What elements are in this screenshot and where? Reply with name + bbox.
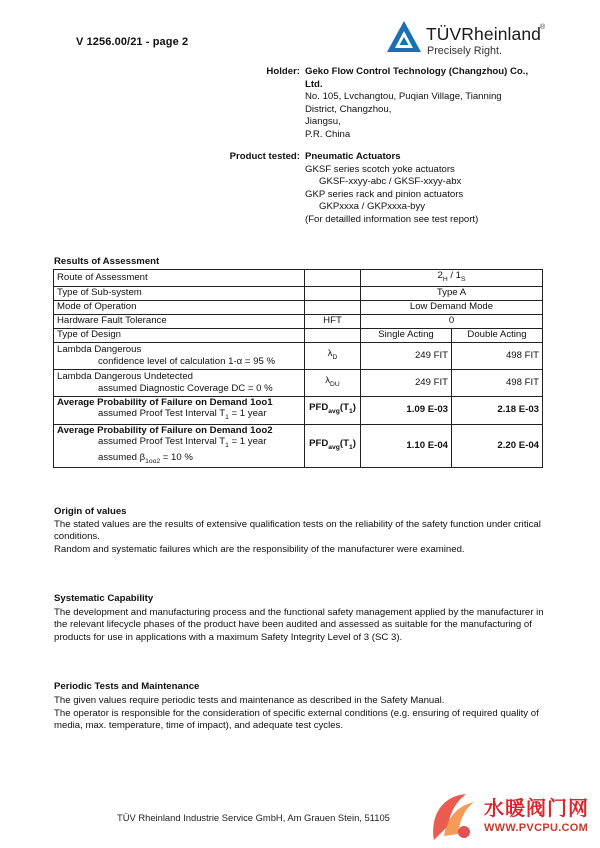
logo-registered-mark: ® (540, 24, 546, 31)
product-line: Pneumatic Actuators (305, 151, 401, 162)
pfd-1oo2-beta: assumed $\beta_{1oo2} = 10$ % (98, 451, 193, 465)
pfd-1oo2-symbol: $PFD_{avg}(T_1)$ (305, 424, 361, 468)
watermark-logo-icon (420, 786, 482, 848)
mode-label: Mode of Operation (54, 300, 305, 314)
holder-line: District, Changzhou, (305, 103, 392, 115)
pfd-1oo2-single: 1.10 E-04 (361, 424, 452, 468)
table-row (54, 328, 543, 342)
route-label: Route of Assessment (54, 270, 305, 287)
pfd-1oo1-double: 2.18 E-03 (452, 396, 543, 424)
subsystem-value: Type A (361, 286, 543, 300)
lambda-du-symbol: $\lambda_{DU}$ (305, 369, 361, 396)
holder-line: No. 105, Lvchangtou, Puqian Village, Tianning (305, 91, 502, 103)
document-reference: V 1256.00/21 - page 2 (76, 36, 189, 48)
route-value: $2_H / 1_S$ (361, 270, 543, 287)
product-line: (For detailled information see test report) (305, 213, 479, 225)
hft-label: Hardware Fault Tolerance (54, 314, 305, 328)
lambda-du-double: 498 FIT (452, 369, 543, 396)
systematic-heading: Systematic Capability (54, 593, 154, 604)
logo-tagline: Precisely Right. (427, 45, 503, 57)
holder-line: Ltd. (305, 78, 323, 90)
pfd-1oo1-cell (54, 396, 305, 424)
pfd-1oo1-label: Average Probability of Failure on Demand 1oo1 (57, 396, 273, 408)
lambda-d-double: 498 FIT (452, 342, 543, 369)
table-row (54, 286, 543, 300)
design-double: Double Acting (452, 328, 543, 342)
mode-value: Low Demand Mode (361, 300, 543, 314)
design-single: Single Acting (361, 328, 452, 342)
lambda-d-symbol: $\lambda_D$ (305, 342, 361, 369)
pfd-1oo2-double: 2.20 E-04 (452, 424, 543, 468)
subsystem-label: Type of Sub-system (54, 286, 305, 300)
pfd-1oo2-detail: assumed Proof Test Interval $T_1 = 1$ year (98, 436, 267, 450)
product-line: GKSF series scotch yoke actuators (305, 163, 455, 175)
holder-line: Geko Flow Control Technology (Changzhou) Co., (305, 66, 529, 77)
systematic-paragraph: The development and manufacturing process and the functional safety management applied by the manufacturer in the relevant lifecycle phases of the product have been audited and assessed as suitable for the manufacturing of products for use in applications with a maximum Safety Integrity Level of 3 (SC 3). (54, 607, 544, 643)
periodic-heading: Periodic Tests and Maintenance (54, 681, 200, 692)
results-table (53, 269, 543, 468)
watermark-cn-text: 水暖阀门网 (484, 798, 589, 820)
lambda-du-detail: assumed Diagnostic Coverage DC = 0 % (98, 382, 273, 394)
product-line: GKSF-xxyy-abc / GKSF-xxyy-abx (319, 176, 462, 188)
table-row (54, 342, 543, 369)
pfd-1oo1-detail: assumed Proof Test Interval $T_1 = 1$ year (98, 408, 267, 421)
hft-symbol: HFT (305, 314, 361, 328)
product-label: Product tested: (229, 151, 300, 162)
product-line: GKP series rack and pinion actuators (305, 188, 464, 200)
origin-paragraph-2: Random and systematic failures which are the responsibility of the manufacturer were examined. (54, 544, 465, 555)
lambda-d-cell (54, 342, 305, 369)
table-row (54, 369, 543, 396)
table-row (54, 424, 543, 468)
pfd-1oo1-symbol: $PFD_{avg}(T_1)$ (305, 396, 361, 424)
pfd-1oo2-cell (54, 424, 305, 468)
lambda-d-detail: confidence level of calculation 1-α = 95 % (98, 355, 276, 367)
pfd-1oo2-label: Average Probability of Failure on Demand 1oo2 (57, 424, 273, 436)
table-row (54, 300, 543, 314)
origin-heading: Origin of values (54, 506, 127, 517)
product-line: GKPxxxa / GKPxxxa-byy (319, 201, 426, 213)
watermark (420, 786, 600, 848)
tuv-triangle-icon (386, 20, 422, 54)
table-row (54, 314, 543, 328)
periodic-paragraph-1: The given values require periodic tests and maintenance as described in the Safety Manual. (54, 695, 445, 706)
holder-block (305, 66, 528, 142)
holder-line: P.R. China (305, 128, 351, 140)
pfd-1oo1-single: 1.09 E-03 (361, 396, 452, 424)
footer-address: TÜV Rheinland Industrie Service GmbH, Am Grauen Stein, 51105 (117, 812, 390, 823)
origin-paragraph-1: The stated values are the results of extensive qualification tests on the reliability of the safety function under critical conditions. (54, 519, 541, 543)
hft-value: 0 (361, 314, 543, 328)
table-row (54, 270, 543, 287)
periodic-paragraph-2: The operator is responsible for the consideration of specific external conditions (e.g. ensuring of required quality of media, max. temperature, time of impact), and adequate test cycles. (54, 708, 539, 732)
lambda-d-label: Lambda Dangerous (57, 343, 142, 355)
table-row (54, 396, 543, 424)
lambda-du-label: Lambda Dangerous Undetected (57, 370, 194, 382)
tuv-rheinland-logo (384, 18, 554, 62)
lambda-d-single: 249 FIT (361, 342, 452, 369)
holder-label: Holder: (266, 66, 300, 77)
product-block (305, 151, 478, 227)
lambda-du-single: 249 FIT (361, 369, 452, 396)
results-heading: Results of Assessment (54, 256, 160, 267)
logo-brand: TÜVRheinland (426, 24, 542, 44)
watermark-url: WWW.PVCPU.COM (484, 822, 589, 834)
design-label: Type of Design (54, 328, 305, 342)
lambda-du-cell (54, 369, 305, 396)
holder-line: Jiangsu, (305, 116, 341, 128)
